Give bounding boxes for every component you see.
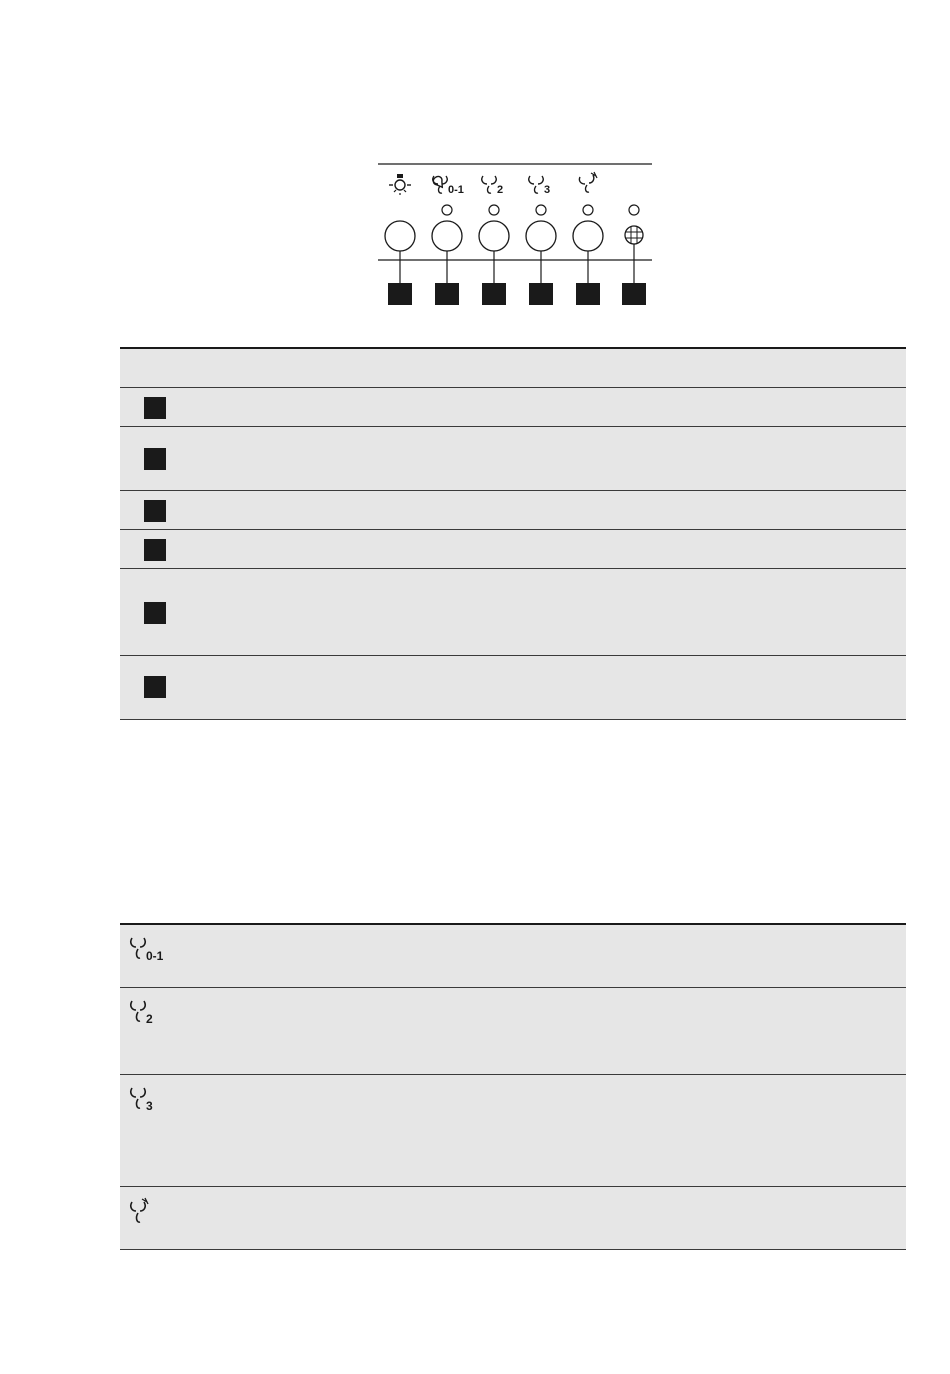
fan-speed-2-button[interactable] [479, 221, 509, 251]
indicator-led [629, 205, 639, 215]
svg-text:0-1: 0-1 [146, 949, 164, 963]
fan-speed-label-3: 3 [544, 184, 551, 196]
callout-marker [576, 283, 600, 305]
table-header [120, 349, 906, 388]
indicator-led [536, 205, 546, 215]
fan-boost-icon [128, 1197, 178, 1225]
indicator-led [583, 205, 593, 215]
indicator-leds [442, 205, 639, 215]
light-bulb-icon [389, 174, 411, 195]
callout-marker [622, 283, 646, 305]
indicator-led [489, 205, 499, 215]
table-row [120, 569, 906, 656]
fan-boost-icon [579, 172, 597, 192]
fan-icon [529, 176, 543, 193]
fan-speed-1-button[interactable] [432, 221, 462, 251]
table-row [120, 988, 906, 1075]
callout-marker [482, 283, 506, 305]
fan-speed-label-2: 2 [497, 184, 504, 196]
callout-marker [144, 676, 166, 698]
callout-marker [144, 602, 166, 624]
table-row [120, 388, 906, 427]
fan-icon [128, 1085, 178, 1113]
fan-speed-3-button[interactable] [526, 221, 556, 251]
table-row [120, 656, 906, 720]
callout-marker [435, 283, 459, 305]
callout-marker [144, 500, 166, 522]
table-row [120, 491, 906, 530]
fan-boost-button[interactable] [573, 221, 603, 251]
callout-marker [144, 539, 166, 561]
fan-speed-table [120, 923, 906, 1250]
svg-text:2: 2 [146, 1012, 153, 1026]
table-row [120, 530, 906, 569]
light-button[interactable] [385, 221, 415, 251]
fan-icon [128, 998, 178, 1026]
fan-icon [482, 176, 496, 193]
callout-marker [388, 283, 412, 305]
indicator-led [442, 205, 452, 215]
fan-icon [128, 935, 178, 963]
table-row [120, 1075, 906, 1187]
fan-speed-label-0-1: 0-1 [448, 184, 464, 196]
filter-grid-icon [625, 226, 643, 244]
callout-marker [144, 397, 166, 419]
table-row [120, 925, 906, 988]
fan-icon [432, 175, 447, 193]
table-row [120, 427, 906, 491]
callout-marker [529, 283, 553, 305]
controls-table [120, 347, 906, 720]
control-panel-diagram [0, 0, 950, 330]
table-row [120, 1187, 906, 1250]
svg-text:3: 3 [146, 1099, 153, 1113]
callout-marker [144, 448, 166, 470]
